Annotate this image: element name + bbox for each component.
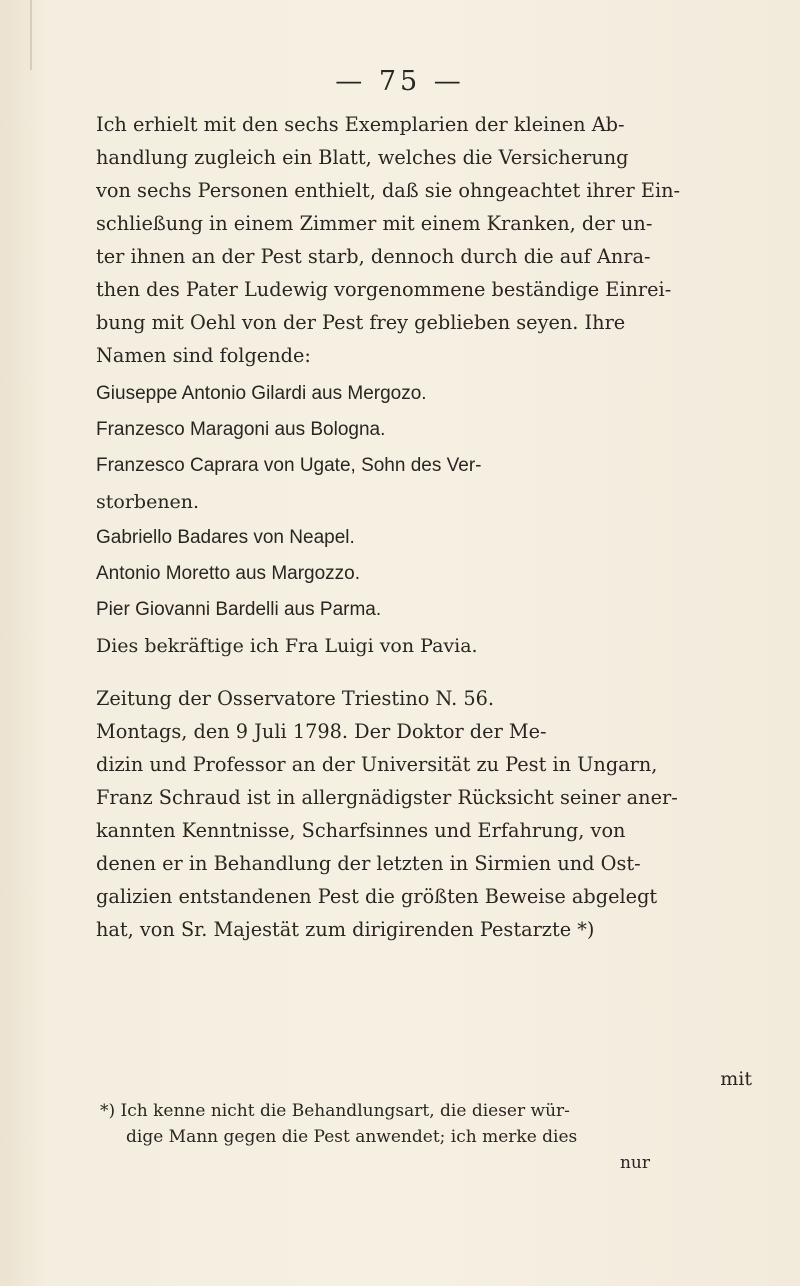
- text-line: bung mit Oehl von der Pest frey geblieben seyen. Ihre: [96, 311, 626, 334]
- name-entry: [96, 520, 750, 556]
- name-entry: [96, 376, 750, 412]
- name-text: Franzesco Caprara von Ugate, Sohn des Ver-: [96, 455, 482, 476]
- page-edge-mark: [30, 0, 32, 70]
- name-continuation: storbenen.: [96, 491, 200, 513]
- footnote-line: nur: [619, 1153, 650, 1173]
- footnote-line: *) Ich kenne nicht die Behandlungsart, die dieser wür-: [100, 1101, 570, 1121]
- name-entry: [96, 592, 750, 628]
- name-text: Giuseppe Antonio Gilardi aus Mergozo.: [96, 383, 427, 404]
- name-entry: [96, 412, 750, 448]
- name-text: Antonio Moretto aus Margozzo.: [96, 563, 361, 584]
- name-text: Gabriello Badares von Neapel.: [96, 527, 355, 548]
- text-line: Namen sind folgende:: [96, 344, 311, 367]
- text-line: schließung in einem Zimmer mit einem Kranken, der un-: [96, 212, 653, 235]
- body-text: [96, 108, 750, 946]
- affirmation-line: Dies bekräftige ich Fra Luigi von Pavia.: [96, 635, 478, 657]
- text-line: ter ihnen an der Pest starb, dennoch durch die auf Anra-: [96, 245, 651, 268]
- footnote: [100, 1098, 740, 1176]
- text-line: Ich erhielt mit den sechs Exemplarien der kleinen Ab-: [96, 113, 625, 136]
- name-entry: [96, 556, 750, 592]
- name-entry: [96, 448, 750, 520]
- name-text: Pier Giovanni Bardelli aus Parma.: [96, 599, 382, 620]
- text-line: hat, von Sr. Majestät zum dirigirenden Pestarzte *): [96, 918, 595, 941]
- text-line: Zeitung der Osservatore Triestino N. 56.: [96, 687, 495, 710]
- text-line: kannten Kenntnisse, Scharfsinnes und Erfahrung, von: [96, 819, 626, 842]
- text-line: von sechs Personen enthielt, daß sie ohngeachtet ihrer Ein-: [96, 179, 681, 202]
- text-line: Montags, den 9 Juli 1798. Der Doktor der Me-: [96, 720, 547, 743]
- text-line: then des Pater Ludewig vorgenommene beständige Einrei-: [96, 278, 672, 301]
- footnote-line: dige Mann gegen die Pest anwendet; ich merke dies: [126, 1127, 578, 1147]
- text-line: denen er in Behandlung der letzten in Sirmien und Ost-: [96, 852, 641, 875]
- text-line: Franz Schraud ist in allergnädigster Rücksicht seiner aner-: [96, 786, 678, 809]
- newspaper-paragraph: [96, 682, 750, 946]
- names-list: [96, 376, 750, 628]
- catchword: mit: [720, 1068, 752, 1090]
- page-number: — 75 —: [335, 66, 465, 97]
- text-line: handlung zugleich ein Blatt, welches die Versicherung: [96, 146, 629, 169]
- text-line: dizin und Professor an der Universität zu Pest in Ungarn,: [96, 753, 658, 776]
- intro-paragraph: [96, 108, 750, 372]
- text-line: galizien entstandenen Pest die größten Beweise abgelegt: [96, 885, 658, 908]
- name-text: Franzesco Maragoni aus Bologna.: [96, 419, 386, 440]
